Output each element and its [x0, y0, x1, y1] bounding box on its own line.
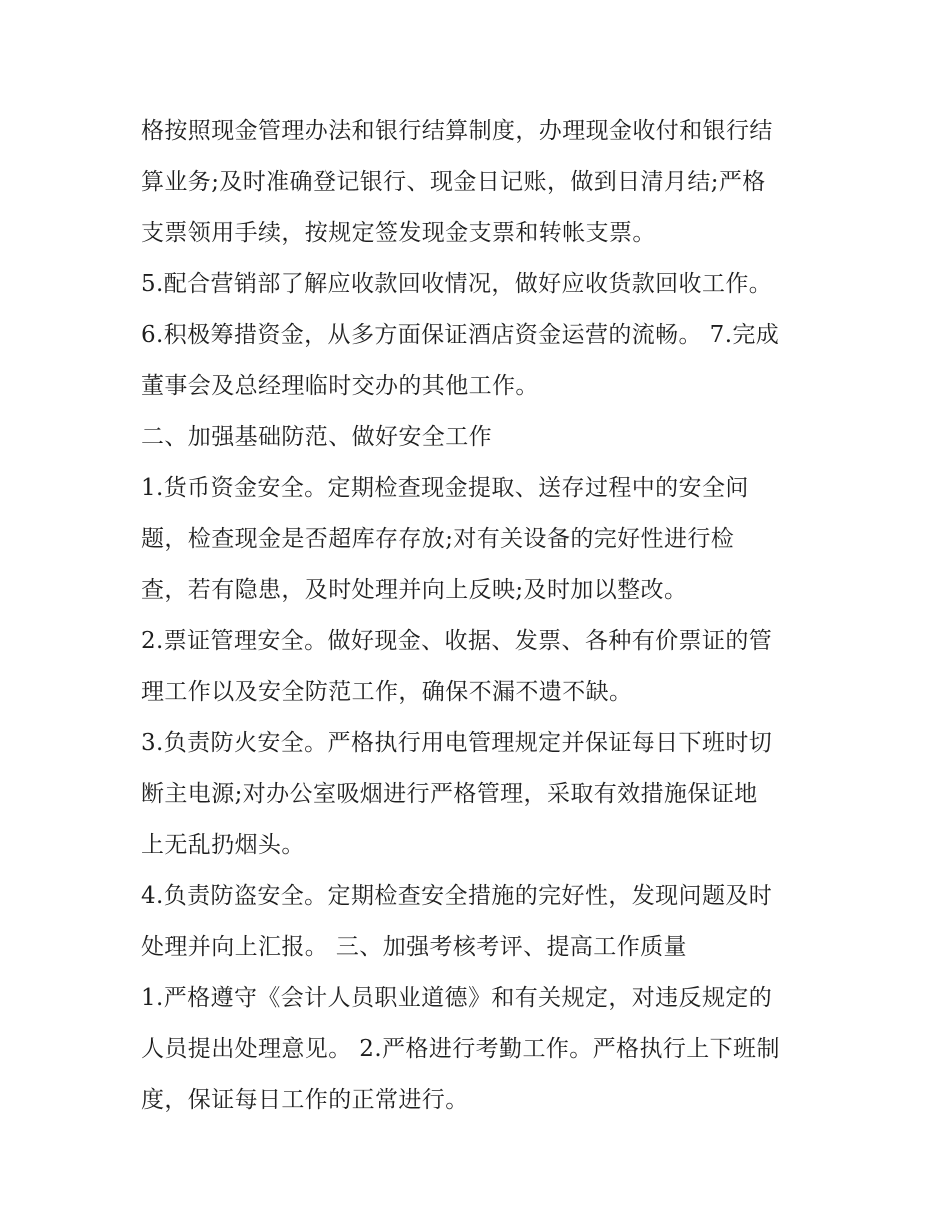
text-line-11: 2.票证管理安全。做好现金、收据、发票、各种有价票证的管: [141, 628, 773, 654]
text-line-17: 处理并向上汇报。 三、加强考核考评、提高工作质量: [141, 934, 687, 960]
text-line-1: 格按照现金管理办法和银行结算制度，办理现金收付和银行结: [141, 118, 773, 144]
text-line-20: 度，保证每日工作的正常进行。: [141, 1087, 469, 1113]
text-line-6: 董事会及总经理临时交办的其他工作。: [141, 373, 539, 399]
body-text: [141, 106, 821, 1126]
text-line-14: 断主电源;对办公室吸烟进行严格管理，采取有效措施保证地: [141, 781, 758, 807]
text-line-4: 5.配合营销部了解应收款回收情况，做好应收货款回收工作。: [141, 271, 773, 297]
text-line-19: 人员提出处理意见。 2.严格进行考勤工作。严格执行上下班制: [141, 1036, 780, 1062]
text-line-12: 理工作以及安全防范工作，确保不漏不遗不缺。: [141, 679, 633, 705]
text-line-15: 上无乱扔烟头。: [141, 832, 305, 858]
text-line-10: 查，若有隐患，及时处理并向上反映;及时加以整改。: [141, 577, 688, 603]
text-line-18: 1.严格遵守《会计人员职业道德》和有关规定，对违反规定的: [141, 985, 773, 1011]
text-line-13: 3.负责防火安全。严格执行用电管理规定并保证每日下班时切: [141, 730, 773, 756]
text-line-3: 支票领用手续，按规定签发现金支票和转帐支票。: [141, 220, 656, 246]
text-line-9: 题，检查现金是否超库存存放;对有关设备的完好性进行检: [141, 526, 735, 552]
text-line-8: 1.货币资金安全。定期检查现金提取、送存过程中的安全问: [141, 475, 749, 501]
text-line-2: 算业务;及时准确登记银行、现金日记账，做到日清月结;严格: [141, 169, 766, 195]
section-heading-2: 二、加强基础防范、做好安全工作: [141, 424, 492, 450]
text-line-5: 6.积极筹措资金，从多方面保证酒店资金运营的流畅。 7.完成: [141, 322, 780, 348]
text-line-16: 4.负责防盗安全。定期检查安全措施的完好性，发现问题及时: [141, 883, 773, 909]
